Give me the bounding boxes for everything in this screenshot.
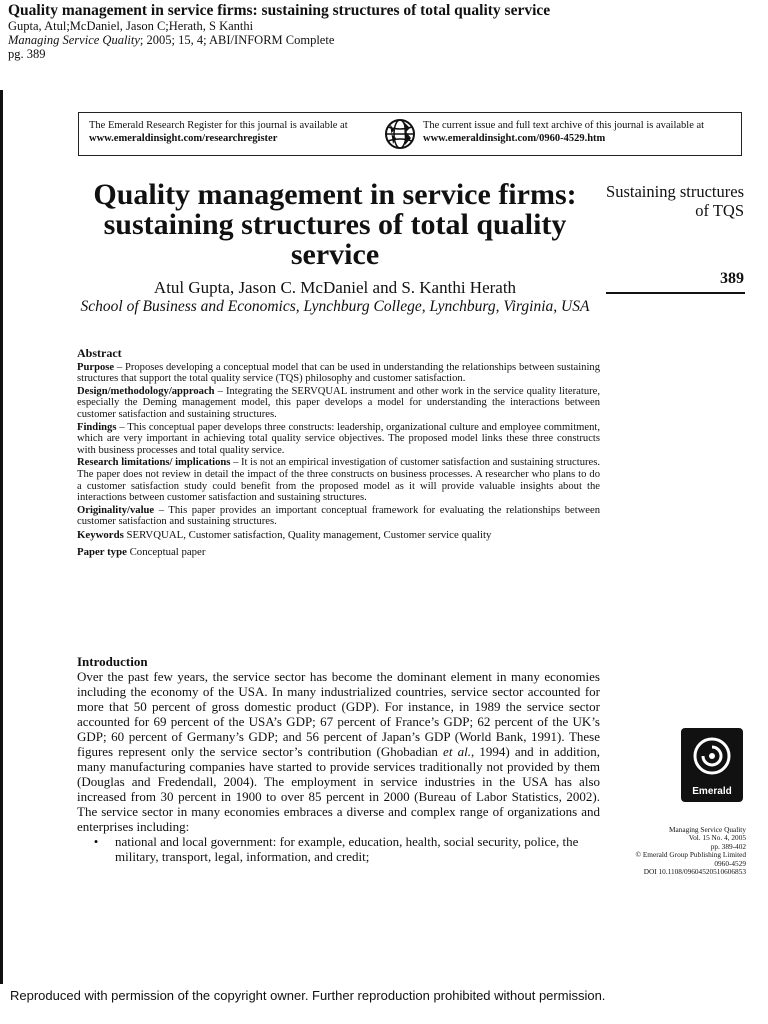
citation-volume: Vol. 15 No. 4, 2005 — [688, 833, 746, 843]
article-authors: Atul Gupta, Jason C. McDaniel and S. Kanthi Herath — [153, 278, 517, 297]
citation-issn: 0960-4529 — [714, 858, 746, 868]
abstract-label: Purpose — [77, 361, 115, 373]
abstract-label: Findings — [77, 421, 117, 433]
record-page: pg. 389 — [8, 47, 46, 61]
bullet-icon: • — [93, 834, 99, 849]
abstract-text: – Integrating the SERVQUAL instrument and other work in the service quality literature, especially the Deming management model, this paper develops a model for understanding the interactions between customer satisfaction and sustaining structures. — [77, 385, 600, 420]
emerald-logo — [681, 728, 743, 802]
keywords-text: SERVQUAL, Customer satisfaction, Quality management, Customer service quality — [123, 528, 492, 541]
abstract-text: – Proposes developing a conceptual model that can be used in understanding the relationships between sustaining structures that support the total quality service (TQS) philosophy and customer satisfaction. — [77, 361, 600, 385]
logo-wordmark: Emerald — [692, 786, 732, 797]
abstract — [77, 348, 600, 558]
paper-type-text: Conceptual paper — [126, 545, 206, 558]
list-item-text: national and local government: for example, education, health, social security, police, the military, transport, legal, information, and credit; — [115, 834, 579, 864]
record-authors: Gupta, Atul;McDaniel, Jason C;Herath, S Kanthi — [8, 19, 254, 33]
citation-pages: pp. 389-402 — [710, 841, 746, 851]
globe-icon — [384, 118, 416, 150]
database-header — [8, 2, 758, 61]
keywords-label: Keywords — [77, 528, 124, 541]
register-left-url[interactable]: www.emeraldinsight.com/researchregister — [89, 133, 278, 144]
emerald-swirl-icon — [690, 734, 734, 778]
abstract-limitations — [77, 457, 600, 503]
emerald-register-box — [78, 112, 742, 156]
abstract-design — [77, 386, 600, 421]
citation-doi: DOI 10.1108/09604520510606853 — [643, 867, 746, 877]
journal-citation — [606, 826, 746, 876]
citation-copyright: © Emerald Group Publishing Limited — [635, 850, 746, 860]
abstract-keywords — [77, 530, 600, 542]
reproduction-notice: Reproduced with permission of the copyright owner. Further reproduction prohibited without permission. — [10, 988, 606, 1003]
register-right-url[interactable]: www.emeraldinsight.com/0960-4529.htm — [423, 133, 606, 144]
introduction-paragraph — [77, 669, 600, 834]
record-journal-details: ; 2005; 15, 4; ABI/INFORM Complete — [139, 33, 335, 47]
record-title: Quality management in service firms: sustaining structures of total quality service — [8, 2, 551, 19]
abstract-label: Design/methodology/approach — [77, 385, 215, 397]
page-number: 389 — [720, 270, 744, 287]
introduction-text-end: , 1994) and in addition, many manufacturing companies have started to provide services traditionally not provided by them (Douglas and Fredendall, 2004). The employment in service industries in the USA has also increased from 30 percent in 1900 to over 85 percent in 2000 (Bureau of Labor Statistics, 2002). The service sector in many economies embraces a diverse and complex range of organizations and enterprises including: — [77, 744, 600, 834]
abstract-text: – This paper provides an important conceptual framework for evaluating the relationships between customer satisfaction and sustaining structures. — [77, 504, 600, 528]
citation-journal: Managing Service Quality — [668, 825, 746, 834]
abstract-text: – It is not an empirical investigation of customer satisfaction and sustaining structures. The paper does not review in detail the impact of the three constructs on business processes. A researcher who plans to do a customer satisfaction study could benefit from the proposed model as it will provide valuable insights about the interactions between customer satisfaction and sustaining structures. — [77, 457, 600, 504]
abstract-purpose — [77, 362, 600, 385]
register-left-text: The Emerald Research Register for this journal is available at — [89, 120, 348, 131]
register-right-notice — [423, 119, 741, 145]
register-right-text: The current issue and full text archive of this journal is available at — [423, 120, 705, 131]
article-title: Quality management in service firms: sustaining structures of total quality service — [93, 178, 577, 271]
article-affiliation: School of Business and Economics, Lynchburg College, Lynchburg, Virginia, USA — [80, 298, 590, 315]
introduction-text-start: Over the past few years, the service sector has become the dominant element in many economies including the economy of the USA. In many industrialized countries, service sector accounted for more that 50 percent of gross domestic product (GDP). For instance, in 1989 the service sector accounted for 69 percent of the USA’s GDP; 67 percent of France’s GDP; 62 percent of the UK’s GDP; 60 percent of Germany’s GDP; and 56 percent of Japan’s GDP (World Bank, 1991). These figures represent only the service sector’s contribution (Ghobadian — [77, 669, 600, 759]
abstract-heading: Abstract — [77, 346, 122, 360]
register-left-notice — [89, 119, 389, 145]
abstract-label: Research limitations/ implications — [77, 457, 231, 469]
abstract-findings — [77, 422, 600, 457]
introduction-heading: Introduction — [77, 654, 148, 669]
abstract-text: – This conceptual paper develops three constructs: leadership, organizational culture and employee commitment, which are very important in achieving total quality service objectives. The proposed model links these three constructs with business processes and total quality service. — [77, 421, 600, 456]
running-head: Sustaining structures of TQS — [606, 182, 744, 220]
left-margin-rule — [0, 90, 3, 984]
introduction-etal: et al. — [443, 744, 471, 759]
abstract-label: Originality/value — [77, 504, 155, 516]
abstract-originality — [77, 505, 600, 528]
page-number-rule — [606, 292, 745, 294]
introduction-section — [77, 654, 600, 864]
record-source — [8, 33, 758, 47]
paper-type-label: Paper type — [77, 545, 127, 558]
list-item — [77, 834, 600, 864]
record-journal: Managing Service Quality — [8, 33, 140, 47]
abstract-paper-type — [77, 547, 600, 559]
